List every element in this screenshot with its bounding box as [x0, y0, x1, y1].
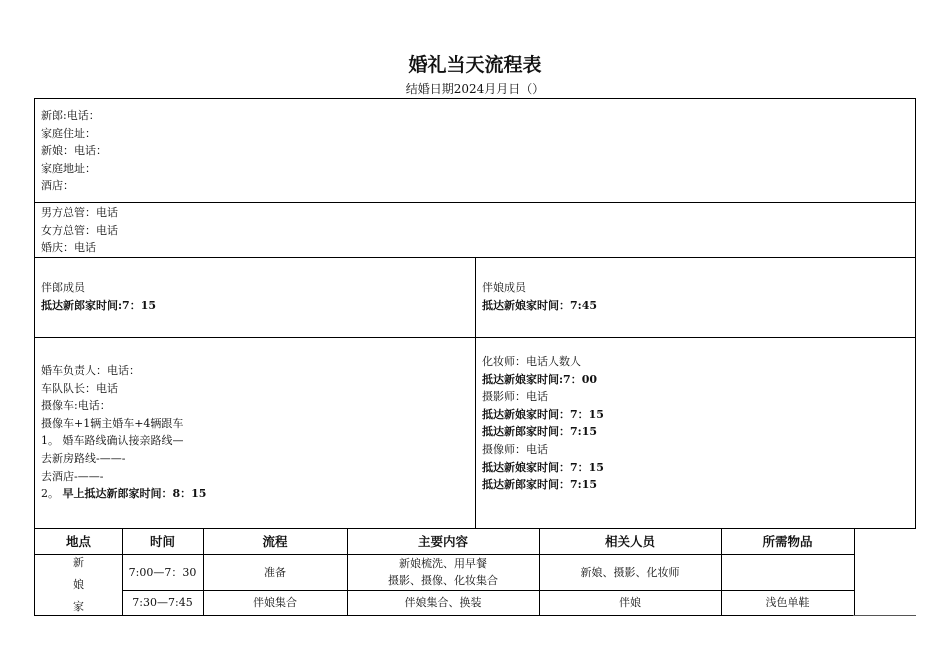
bridesmaids-arrival: 抵达新娘家时间：7:45: [482, 298, 598, 312]
wedding-date: 结婚日期2024月月日（）: [405, 82, 545, 96]
hotel-line: 酒店：: [41, 179, 74, 193]
videographer-line: 摄像师：电话: [482, 442, 548, 456]
route-confirm-line: 1。 婚车路线确认接亲路线—: [41, 434, 184, 448]
staff-section: [475, 337, 916, 529]
schedule-table: [34, 528, 854, 616]
table-row-1-people: 新娘、摄影、化妆师: [539, 554, 722, 591]
location-cell: [35, 554, 123, 616]
managers-section: [34, 202, 916, 258]
photographer-arrival-bride: 抵达新娘家时间：7：15: [482, 407, 604, 421]
fleet-captain-line: 车队队长：电话: [41, 381, 118, 395]
table-row-1-items: [721, 554, 855, 591]
location-char: 娘: [73, 577, 84, 591]
header-time: 时间: [122, 528, 204, 555]
wedding-planner-line: 婚庆：电话: [41, 241, 96, 255]
photographer-line: 摄影师：电话: [482, 390, 548, 404]
groom-manager-line: 男方总管：电话: [41, 206, 118, 219]
photographer-arrival-groom: 抵达新郎家时间：7:15: [482, 425, 598, 439]
groom-arrival-time: 早上抵达新郎家时间：8：15: [62, 487, 207, 501]
location-char: 新: [73, 555, 84, 569]
fleet-composition-line: 摄像车+1辆主婚车+4辆跟车: [41, 416, 184, 430]
videographer-arrival-bride: 抵达新娘家时间：7：15: [482, 460, 604, 474]
car-lead-line: 婚车负责人：电话：: [41, 364, 140, 377]
header-process: 流程: [203, 528, 348, 555]
table-row-1-process: 准备: [203, 554, 348, 591]
home-address-line: 家庭住址：: [41, 126, 96, 140]
new-home-route-line: 去新房路线-——-: [41, 451, 126, 465]
header-content: 主要内容: [347, 528, 540, 555]
videographer-arrival-groom: 抵达新郎家时间：7:15: [482, 478, 598, 492]
table-row-1-time: 7:00—7：30: [122, 554, 204, 591]
groom-arrival-prefix: 2。: [41, 487, 63, 501]
groomsmen-section: [34, 257, 476, 338]
groom-arrival-line: [41, 485, 475, 503]
table-row-2-content: 伴娘集合、换装: [347, 590, 540, 616]
bridesmaids-section: [475, 257, 916, 338]
bridesmaids-label: 伴娘成员: [482, 281, 526, 294]
bride-address-line: 家庭地址：: [41, 161, 96, 175]
location-char: 家: [73, 599, 84, 613]
groomsmen-label: 伴郎成员: [41, 281, 85, 294]
bride-phone-line: 新娘：电话：: [41, 144, 107, 158]
makeup-arrival-bride: 抵达新娘家时间:7：00: [482, 372, 598, 386]
table-row-1-content: [347, 554, 540, 591]
couple-info-section: [34, 98, 916, 203]
table-row-2-process: 伴娘集合: [203, 590, 348, 616]
table-row-2-people: 伴娘: [539, 590, 722, 616]
page-title: 婚礼当天流程表: [408, 54, 542, 76]
content-line: 新娘梳洗、用早餐: [399, 557, 487, 570]
table-row-2-items: 浅色单鞋: [721, 590, 855, 616]
header-items: 所需物品: [721, 528, 855, 555]
header-location: 地点: [35, 528, 123, 555]
content-line: 摄影、摄像、化妆集合: [388, 574, 498, 587]
groomsmen-arrival: 抵达新郎家时间:7：15: [41, 298, 157, 312]
table-bottom-rule: [853, 615, 916, 616]
header-people: 相关人员: [539, 528, 722, 555]
camera-car-line: 摄像车:电话：: [41, 399, 111, 413]
table-row-2-time: 7:30—7:45: [122, 590, 204, 616]
makeup-artist-line: 化妆师：电话人数人: [482, 355, 581, 368]
groom-phone-line: 新郎:电话：: [41, 109, 100, 122]
hotel-route-line: 去酒店-——-: [41, 469, 104, 483]
bride-manager-line: 女方总管：电话: [41, 223, 118, 237]
wedding-cars-section: [34, 337, 476, 529]
